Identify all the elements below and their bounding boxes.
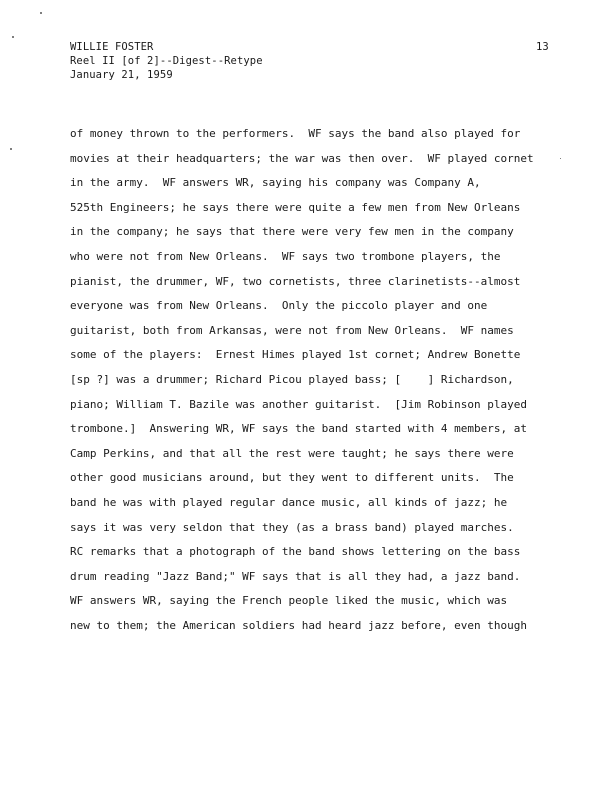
text-line: RC remarks that a photograph of the band shows lettering on the bass (70, 545, 521, 559)
text-line: new to them; the American soldiers had heard jazz before, even though (70, 618, 527, 632)
body-text (70, 122, 590, 638)
text-line: Camp Perkins, and that all the rest were taught; he says there were (70, 446, 514, 460)
scan-speck (10, 148, 12, 150)
text-line: band he was with played regular dance music, all kinds of jazz; he (70, 495, 508, 509)
text-line: piano; William T. Bazile was another guitarist. [Jim Robinson played (70, 397, 527, 411)
text-line: says it was very seldon that they (as a brass band) played marches. (70, 520, 514, 534)
text-line: movies at their headquarters; the war was then over. WF played cornet (70, 151, 534, 165)
text-line: WF answers WR, saying the French people liked the music, which was (70, 594, 508, 608)
text-line: in the company; he says that there were very few men in the company (70, 225, 514, 239)
text-line: 525th Engineers; he says there were quite a few men from New Orleans (70, 200, 521, 214)
text-line: pianist, the drummer, WF, two cornetists, three clarinetists--almost (70, 274, 521, 288)
text-line: everyone was from New Orleans. Only the piccolo player and one (70, 299, 488, 313)
text-line: other good musicians around, but they went to different units. The (70, 471, 514, 485)
scan-speck (40, 12, 42, 14)
text-line: some of the players: Ernest Himes played 1st cornet; Andrew Bonette (70, 348, 521, 362)
scan-speck (560, 158, 561, 159)
text-line: guitarist, both from Arkansas, were not from New Orleans. WF names (70, 323, 514, 337)
page-number: 13 (536, 41, 549, 53)
text-line: in the army. WF answers WR, saying his company was Company A, (70, 176, 481, 190)
header-reel: Reel II [of 2]--Digest--Retype (70, 55, 263, 67)
text-line: [sp ?] was a drummer; Richard Picou played bass; [ ] Richardson, (70, 372, 514, 386)
text-line: of money thrown to the performers. WF says the band also played for (70, 127, 521, 140)
text-line: trombone.] Answering WR, WF says the band started with 4 members, at (70, 422, 527, 436)
scan-speck (12, 36, 14, 38)
text-line: drum reading "Jazz Band;" WF says that is all they had, a jazz band. (70, 569, 521, 583)
header-date: January 21, 1959 (70, 69, 173, 81)
header-name: WILLIE FOSTER (70, 41, 154, 53)
page-header (70, 40, 263, 82)
text-line: who were not from New Orleans. WF says two trombone players, the (70, 249, 501, 263)
